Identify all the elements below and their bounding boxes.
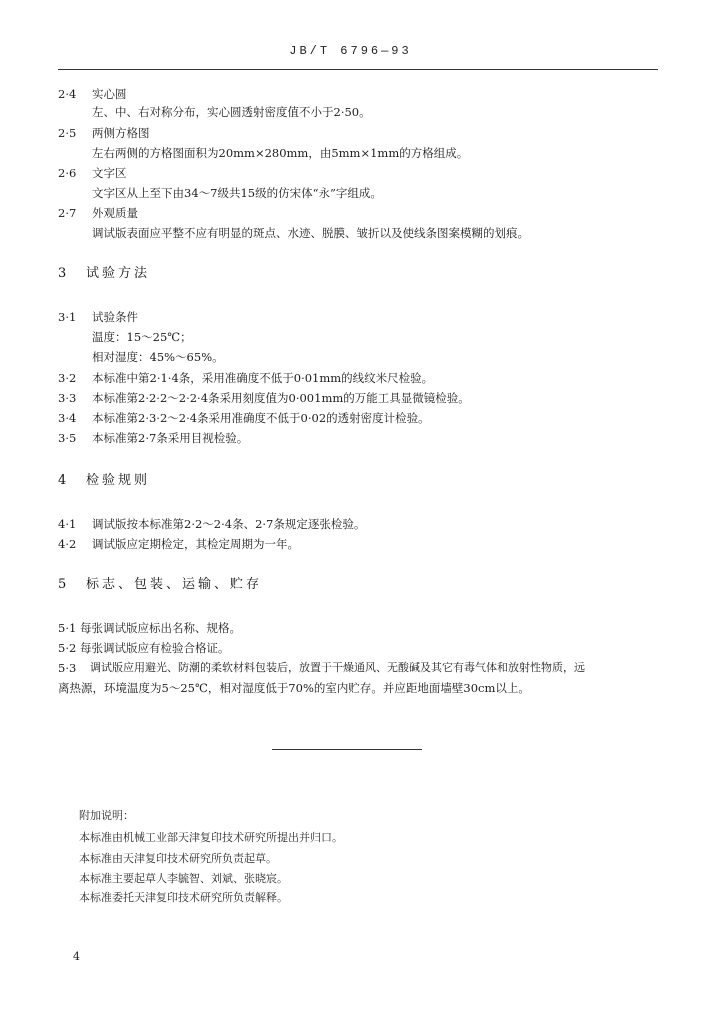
clause-number: 4·1	[58, 517, 77, 531]
notes-line: 本标准主要起草人李毓智、刘斌、张晓宸。	[79, 872, 288, 885]
clause-text: 本标准中第2·1·4条，采用准确度不低于0·01mm的线纹米尺检验。	[92, 371, 434, 385]
clause-text: 调试版表面应平整不应有明显的斑点、水迹、脱膜、皱折以及使线条图案模糊的划痕。	[92, 226, 529, 240]
section-number: 4	[58, 473, 67, 488]
clause-number: 5·3	[58, 661, 77, 675]
clause-text: 本标准第2·7条采用目视检验。	[92, 431, 249, 445]
section-number: 3	[58, 266, 67, 281]
clause-number: 5·2	[58, 641, 77, 655]
clause-number: 3·1	[58, 310, 77, 324]
section-title: 检验规则	[86, 473, 151, 488]
clause-number: 3·2	[58, 371, 77, 385]
clause-text: 本标准第2·2·2～2·2·4条采用刻度值为0·001mm的万能工具显微镜检验。	[92, 391, 470, 405]
section-title: 标志、包装、运输、贮存	[86, 577, 263, 592]
page-number: 4	[73, 950, 80, 963]
clause-number: 2·5	[58, 126, 77, 140]
clause-text: 调试版应定期检定，其检定周期为一年。	[92, 537, 299, 551]
clause-title: 文字区	[92, 166, 127, 180]
clause-text: 每张调试版应有检验合格证。	[80, 641, 230, 655]
section-number: 5	[58, 577, 67, 592]
notes-line: 本标准由天津复印技术研究所负责起草。	[79, 852, 277, 865]
clause-number: 3·3	[58, 391, 77, 405]
condition-line: 温度：15～25℃；	[92, 330, 192, 344]
notes-line: 本标准由机械工业部天津复印技术研究所提出并归口。	[79, 831, 343, 844]
clause-number: 5·1	[58, 621, 77, 635]
clause-text: 调试版应用避光、防潮的柔软材料包装后，放置于干燥通风、无酸碱及其它有毒气体和放射性物质，远	[90, 661, 585, 674]
notes-line: 本标准委托天津复印技术研究所负责解释。	[79, 891, 288, 904]
page-header-standard-number: JB/T 6796—93	[289, 44, 412, 58]
end-of-text-rule	[272, 749, 422, 750]
clause-text: 每张调试版应标出名称、规格。	[80, 621, 241, 635]
clause-number: 3·4	[58, 411, 77, 425]
clause-text-continuation: 离热源，环境温度为5～25℃，相对湿度低于70%的室内贮存。并应距地面墙壁30cm以上。	[58, 681, 530, 695]
notes-heading: 附加说明：	[79, 809, 134, 822]
clause-text: 文字区从上至下由34～7级共15级的仿宋体“永”字组成。	[92, 186, 382, 200]
clause-number: 2·7	[58, 206, 77, 220]
clause-text: 左、中、右对称分布，实心圆透射密度值不小于2·50。	[92, 105, 371, 119]
section-title: 试验方法	[86, 266, 151, 281]
clause-title: 实心圆	[92, 87, 127, 101]
clause-number: 2·6	[58, 166, 77, 180]
clause-text: 左右两侧的方格图面积为20mm×280mm，由5mm×1mm的方格组成。	[92, 146, 469, 160]
clause-number: 2·4	[58, 87, 77, 101]
clause-text: 本标准第2·3·2～2·4条采用准确度不低于0·02的透射密度计检验。	[92, 411, 430, 425]
clause-text: 调试版按本标准第2·2～2·4条、2·7条规定逐张检验。	[92, 517, 366, 531]
clause-number: 4·2	[58, 537, 77, 551]
clause-title: 试验条件	[92, 310, 138, 324]
clause-number: 3·5	[58, 431, 77, 445]
header-rule	[58, 69, 658, 70]
clause-title: 外观质量	[92, 206, 138, 220]
condition-line: 相对湿度：45%～65%。	[92, 350, 224, 364]
clause-title: 两侧方格图	[92, 126, 150, 140]
